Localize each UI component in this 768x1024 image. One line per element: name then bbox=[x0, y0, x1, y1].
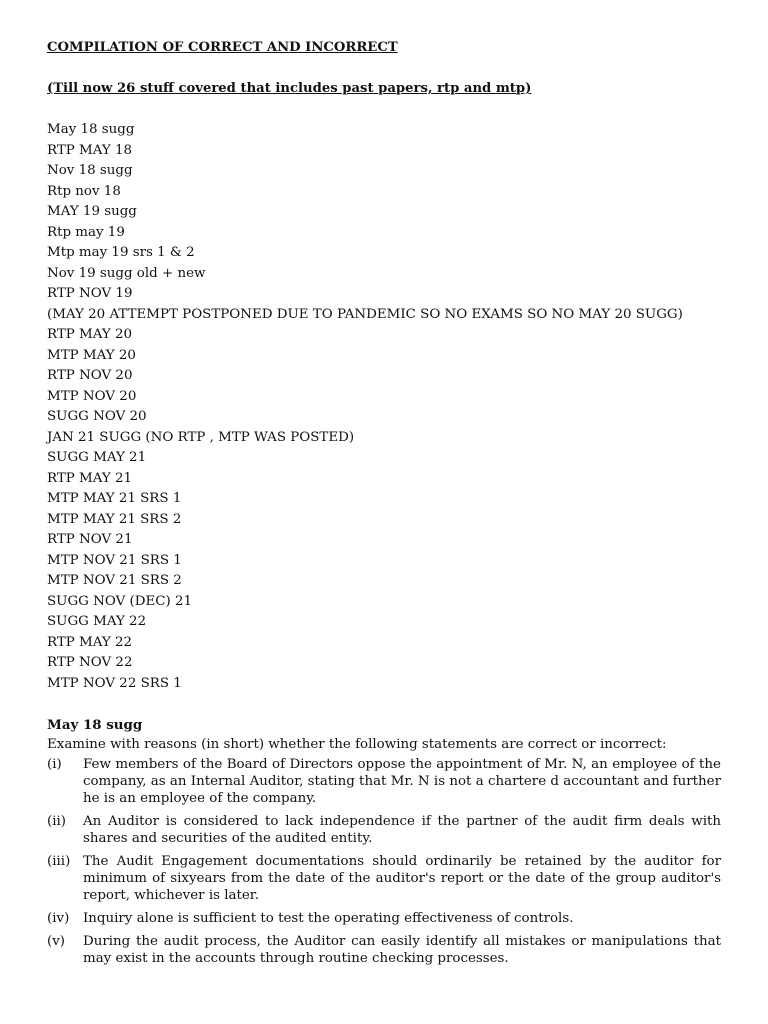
document-page bbox=[47, 38, 721, 973]
question-text: An Auditor is considered to lack independence if the partner of the audit firm deals with shares and securities of the audited entity. bbox=[83, 813, 721, 846]
paper-list-item: MTP MAY 20 bbox=[47, 347, 136, 363]
paper-list-item: Rtp may 19 bbox=[47, 224, 125, 240]
paper-list-item: MTP NOV 20 bbox=[47, 388, 137, 404]
paper-list-item: MAY 19 sugg bbox=[47, 204, 137, 219]
paper-list-item: (MAY 20 ATTEMPT POSTPONED DUE TO PANDEMIC SO NO EXAMS SO NO MAY 20 SUGG) bbox=[47, 306, 683, 322]
question-item bbox=[47, 756, 721, 807]
question-text: Inquiry alone is sufficient to test the operating effectiveness of controls. bbox=[83, 910, 574, 926]
question-number: (i) bbox=[47, 756, 62, 772]
question-item bbox=[47, 853, 721, 904]
question-number: (v) bbox=[47, 933, 66, 949]
question-number: (iv) bbox=[47, 910, 70, 926]
paper-list bbox=[47, 120, 721, 694]
paper-list-item: Nov 19 sugg old + new bbox=[47, 265, 206, 281]
question-item bbox=[47, 813, 721, 847]
paper-list-item: SUGG MAY 21 bbox=[47, 450, 147, 465]
paper-list-item: RTP NOV 20 bbox=[47, 368, 133, 383]
question-number: (iii) bbox=[47, 853, 71, 869]
question-item bbox=[47, 933, 721, 967]
paper-list-item: Mtp may 19 srs 1 & 2 bbox=[47, 245, 195, 260]
paper-list-item: RTP MAY 22 bbox=[47, 634, 133, 650]
section-title: May 18 sugg bbox=[47, 716, 143, 733]
paper-list-item: MTP MAY 21 SRS 2 bbox=[47, 511, 182, 527]
paper-list-item: May 18 sugg bbox=[47, 122, 135, 137]
question-item bbox=[47, 910, 721, 927]
paper-list-item: RTP MAY 20 bbox=[47, 327, 133, 342]
paper-list-item: SUGG MAY 22 bbox=[47, 614, 147, 629]
paper-list-item: RTP MAY 21 bbox=[47, 470, 133, 486]
paper-list-item: RTP NOV 19 bbox=[47, 286, 133, 301]
paper-list-item: SUGG NOV 20 bbox=[47, 409, 147, 424]
paper-list-item: RTP NOV 22 bbox=[47, 655, 133, 670]
paper-list-item: SUGG NOV (DEC) 21 bbox=[47, 593, 192, 609]
paper-list-item: Nov 18 sugg bbox=[47, 163, 133, 178]
paper-list-item: RTP MAY 18 bbox=[47, 142, 133, 158]
paper-list-item: JAN 21 SUGG (NO RTP , MTP WAS POSTED) bbox=[47, 429, 355, 445]
paper-list-item: MTP MAY 21 SRS 1 bbox=[47, 491, 182, 506]
question-text: Few members of the Board of Directors oppose the appointment of Mr. N, an employee of the company, as an Internal Auditor, stating that Mr. N is not a chartere d accountant and further he is an employee of the company. bbox=[83, 756, 721, 806]
question-text: The Audit Engagement documentations should ordinarily be retained by the auditor for minimum of sixyears from the date of the auditor's report or the date of the group auditor's report, whichever is later. bbox=[83, 853, 721, 903]
paper-list-item: MTP NOV 22 SRS 1 bbox=[47, 675, 182, 691]
document-subtitle: (Till now 26 stuff covered that includes past papers, rtp and mtp) bbox=[47, 81, 532, 96]
paper-list-item: Rtp nov 18 bbox=[47, 183, 121, 199]
paper-list-item: RTP NOV 21 bbox=[47, 532, 133, 547]
question-text: During the audit process, the Auditor can easily identify all mistakes or manipulations that may exist in the accounts through routine checking processes. bbox=[83, 933, 721, 966]
paper-list-item: MTP NOV 21 SRS 2 bbox=[47, 573, 182, 588]
document-title: COMPILATION OF CORRECT AND INCORRECT bbox=[47, 40, 398, 55]
question-list bbox=[47, 756, 721, 967]
section-intro: Examine with reasons (in short) whether the following statements are correct or incorrect: bbox=[47, 737, 667, 752]
question-number: (ii) bbox=[47, 813, 67, 829]
paper-list-item: MTP NOV 21 SRS 1 bbox=[47, 552, 182, 568]
